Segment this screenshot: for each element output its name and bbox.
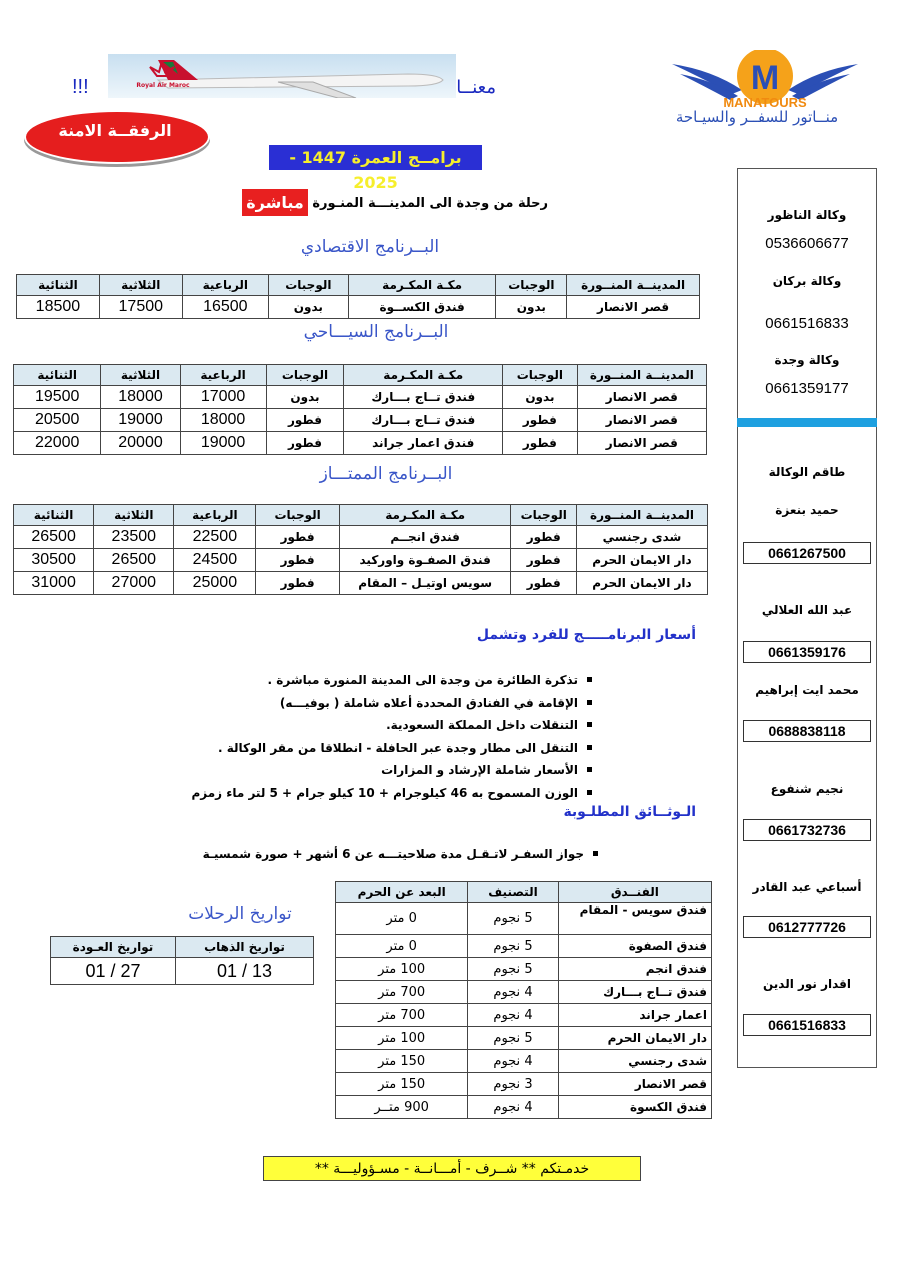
column-header: الثلاثية bbox=[99, 275, 182, 296]
table-row bbox=[14, 386, 707, 409]
includes-list bbox=[180, 669, 596, 805]
column-header: المدينــة المنــورة bbox=[576, 505, 707, 526]
program-title: برامــج العمرة 1447 - 2025 bbox=[269, 145, 482, 170]
list-item: التنقل الى مطار وجدة عبر الحافلة - انطلاقا من مقر الوكالة . bbox=[180, 737, 596, 760]
table-header-row bbox=[17, 275, 700, 296]
table-cell: شدى رجنسي bbox=[558, 1050, 711, 1073]
column-header: مكـة المكـرمة bbox=[344, 365, 503, 386]
staff-phone: 0688838118 bbox=[743, 720, 871, 742]
staff-phone: 0661732736 bbox=[743, 819, 871, 841]
table-cell: سويس اوتيـل – المقام bbox=[339, 572, 510, 595]
column-header: الوجبات bbox=[503, 365, 578, 386]
table-cell: اعمار جراند bbox=[558, 1004, 711, 1027]
footer-motto: خدمـتكم ** شــرف - أمـــانــة - مسـؤوليـــة ** bbox=[263, 1156, 641, 1181]
table-cell: 19000 bbox=[180, 432, 266, 455]
table-cell: 4 نجوم bbox=[468, 1050, 558, 1073]
staff-name: عبد الله العلالي bbox=[761, 603, 853, 617]
table-cell: 17500 bbox=[99, 296, 182, 319]
table-cell: دار الايمان الحرم bbox=[558, 1027, 711, 1050]
table-cell: 20000 bbox=[101, 432, 180, 455]
economy-price-table bbox=[16, 274, 700, 319]
list-item: الإقامة في الفنادق المحددة أعلاه شاملة ( بوفيـــه) bbox=[180, 692, 596, 715]
airline-name: Royal Air Maroc bbox=[136, 82, 190, 89]
table-cell: 19000 bbox=[101, 409, 180, 432]
table-cell: 900 متــر bbox=[336, 1096, 468, 1119]
table-cell: فندق انجم bbox=[558, 958, 711, 981]
list-item: تذكرة الطائرة من وجدة الى المدينة المنورة مباشرة . bbox=[180, 669, 596, 692]
documents-title: الـوثــائق المطلـوبة bbox=[563, 804, 696, 820]
column-header: الثلاثية bbox=[94, 505, 174, 526]
table-cell: 22000 bbox=[14, 432, 101, 455]
table-cell: 700 متر bbox=[336, 1004, 468, 1027]
staff-name: حميد بنعزة bbox=[775, 503, 839, 517]
table-row bbox=[14, 572, 708, 595]
table-cell: 13 / 01 bbox=[175, 958, 313, 985]
trip-dates-table bbox=[50, 936, 314, 985]
table-row bbox=[336, 1004, 712, 1027]
table-cell: 19500 bbox=[14, 386, 101, 409]
trip-dates-title: تواريخ الرحلات bbox=[188, 904, 292, 924]
with-us-text: معنــا bbox=[456, 77, 496, 98]
table-cell: فطور bbox=[256, 526, 340, 549]
table-cell: فطور bbox=[256, 572, 340, 595]
program-title-tourist: البــرنامج السيـــاحي bbox=[303, 322, 449, 342]
staff-name: أسباعي عبد القادر bbox=[752, 880, 862, 894]
column-header: المدينــة المنــورة bbox=[567, 275, 700, 296]
table-cell: فطور bbox=[503, 409, 578, 432]
program-title-premium: البــرنامج الممتـــاز bbox=[319, 464, 453, 484]
column-header: مكـة المكـرمة bbox=[339, 505, 510, 526]
list-item: جواز السفـر لاتـقـل مدة صلاحيتـــه عن 6 أشهر + صورة شمسيـة bbox=[170, 843, 602, 866]
includes-title: أسعار البرنامـــــج للفرد وتشمل bbox=[476, 627, 696, 643]
table-cell: دار الايمان الحرم bbox=[576, 549, 707, 572]
table-row bbox=[336, 1073, 712, 1096]
table-cell: 31000 bbox=[14, 572, 94, 595]
table-cell: 3 نجوم bbox=[468, 1073, 558, 1096]
table-cell: فطور bbox=[511, 549, 577, 572]
table-cell: فندق الكسوة bbox=[558, 1096, 711, 1119]
agency-name: وكالة وجدة bbox=[774, 353, 840, 367]
table-cell: 5 نجوم bbox=[468, 1027, 558, 1050]
table-cell: فطور bbox=[266, 432, 344, 455]
table-cell: 18000 bbox=[180, 409, 266, 432]
agency-phone: 0536606677 bbox=[765, 235, 849, 252]
agency-phone: 0661359177 bbox=[765, 380, 849, 397]
table-cell: 4 نجوم bbox=[468, 1004, 558, 1027]
table-cell: فطور bbox=[266, 409, 344, 432]
column-header: الثنائية bbox=[17, 275, 100, 296]
column-header: الرباعية bbox=[180, 365, 266, 386]
list-item: الوزن المسموح به 46 كيلوجرام + 10 كيلو جرام + 5 لتر ماء زمزم bbox=[180, 782, 596, 805]
column-header: التصنيف bbox=[468, 882, 558, 903]
table-cell: بدون bbox=[266, 386, 344, 409]
slogan-text: الرفقــة الامنة bbox=[58, 121, 172, 140]
table-cell: 4 نجوم bbox=[468, 1096, 558, 1119]
agency-name: وكالة بركان bbox=[772, 274, 842, 288]
sidebar-divider bbox=[737, 418, 877, 427]
column-header: المدينــة المنــورة bbox=[577, 365, 706, 386]
table-row bbox=[14, 526, 708, 549]
table-cell: بدون bbox=[268, 296, 348, 319]
table-cell: فطور bbox=[511, 572, 577, 595]
program-title-economy: البــرنامج الاقتصادي bbox=[300, 237, 440, 257]
table-cell: فندق سويس - المقام bbox=[558, 903, 711, 935]
trip-line: رحلة من وجدة الى المدينـــة المنـورة bbox=[312, 196, 548, 211]
table-cell: 150 متر bbox=[336, 1073, 468, 1096]
agency-name: وكالة الناظور bbox=[767, 208, 847, 222]
agency-phone: 0661516833 bbox=[765, 315, 849, 332]
table-cell: 27000 bbox=[94, 572, 174, 595]
column-header: الثنائية bbox=[14, 365, 101, 386]
column-header: البعد عن الحرم bbox=[336, 882, 468, 903]
column-header: الوجبات bbox=[511, 505, 577, 526]
column-header: الرباعية bbox=[182, 275, 268, 296]
table-cell: 5 نجوم bbox=[468, 958, 558, 981]
table-row bbox=[14, 549, 708, 572]
staff-phone: 0661267500 bbox=[743, 542, 871, 564]
table-cell: فندق اعمار جراند bbox=[344, 432, 503, 455]
column-header: الوجبات bbox=[268, 275, 348, 296]
table-cell: بدون bbox=[496, 296, 567, 319]
column-header: الوجبات bbox=[266, 365, 344, 386]
table-cell: فندق تــاج بـــارك bbox=[344, 409, 503, 432]
table-cell: 150 متر bbox=[336, 1050, 468, 1073]
column-header: الوجبات bbox=[256, 505, 340, 526]
premium-price-table bbox=[13, 504, 708, 595]
table-header-row bbox=[14, 505, 708, 526]
table-row bbox=[336, 958, 712, 981]
table-row bbox=[336, 1027, 712, 1050]
table-cell: 0 متر bbox=[336, 935, 468, 958]
table-cell: قصر الانصار bbox=[577, 432, 706, 455]
table-cell: 100 متر bbox=[336, 1027, 468, 1050]
table-cell: 22500 bbox=[174, 526, 256, 549]
table-cell: دار الايمان الحرم bbox=[576, 572, 707, 595]
table-cell: 0 متر bbox=[336, 903, 468, 935]
table-cell: بدون bbox=[503, 386, 578, 409]
brand-name: MANATOURS bbox=[723, 95, 807, 110]
column-header: تواريخ الذهاب bbox=[175, 937, 313, 958]
table-cell: 26500 bbox=[94, 549, 174, 572]
column-header: الثنائية bbox=[14, 505, 94, 526]
table-cell: قصر الانصار bbox=[558, 1073, 711, 1096]
table-cell: 100 متر bbox=[336, 958, 468, 981]
column-header: الرباعية bbox=[174, 505, 256, 526]
exclamation-text: !!! bbox=[72, 76, 89, 98]
direct-badge: مباشرة bbox=[242, 189, 308, 216]
table-cell: 27 / 01 bbox=[51, 958, 176, 985]
staff-name: نجيم شنفوع bbox=[770, 782, 844, 796]
table-cell: 5 نجوم bbox=[468, 935, 558, 958]
table-row bbox=[51, 958, 314, 985]
staff-phone: 0661359176 bbox=[743, 641, 871, 663]
table-row bbox=[336, 903, 712, 935]
list-item: التنقلات داخل المملكة السعودية. bbox=[180, 714, 596, 737]
table-row bbox=[336, 1096, 712, 1119]
table-cell: 25000 bbox=[174, 572, 256, 595]
table-cell: قصر الانصار bbox=[567, 296, 700, 319]
table-cell: فطور bbox=[256, 549, 340, 572]
table-cell: 16500 bbox=[182, 296, 268, 319]
brand-tagline: منــاتور للسفــر والسيـاحة bbox=[675, 108, 839, 126]
hotels-table bbox=[335, 881, 712, 1119]
table-cell: 23500 bbox=[94, 526, 174, 549]
column-header: مكـة المكـرمة bbox=[348, 275, 496, 296]
svg-text:M: M bbox=[750, 59, 780, 97]
table-cell: فندق الكســوة bbox=[348, 296, 496, 319]
column-header: تواريخ العـودة bbox=[51, 937, 176, 958]
table-cell: فندق الصفوة bbox=[558, 935, 711, 958]
table-header-row bbox=[51, 937, 314, 958]
list-item: الأسعار شاملة الإرشاد و المزارات bbox=[180, 759, 596, 782]
table-header-row bbox=[14, 365, 707, 386]
table-cell: 5 نجوم bbox=[468, 903, 558, 935]
table-cell: 18500 bbox=[17, 296, 100, 319]
column-header: الوجبات bbox=[496, 275, 567, 296]
table-row bbox=[17, 296, 700, 319]
staff-title: طاقم الوكالة bbox=[768, 465, 846, 479]
table-cell: فطور bbox=[503, 432, 578, 455]
column-header: الفنــدق bbox=[558, 882, 711, 903]
table-cell: 17000 bbox=[180, 386, 266, 409]
table-cell: فندق تــاج بـــارك bbox=[344, 386, 503, 409]
table-cell: فندق تــاج بـــارك bbox=[558, 981, 711, 1004]
staff-phone: 0612777726 bbox=[743, 916, 871, 938]
staff-name: اقدار نور الدين bbox=[762, 977, 852, 991]
table-row bbox=[14, 432, 707, 455]
star-icon bbox=[147, 60, 177, 78]
table-cell: 4 نجوم bbox=[468, 981, 558, 1004]
column-header: الثلاثية bbox=[101, 365, 180, 386]
documents-list bbox=[170, 843, 602, 866]
table-cell: 700 متر bbox=[336, 981, 468, 1004]
table-cell: 30500 bbox=[14, 549, 94, 572]
table-cell: قصر الانصار bbox=[577, 409, 706, 432]
staff-name: محمد ايت إبراهيم bbox=[755, 683, 859, 697]
table-cell: فندق الصفـوة واوركيد bbox=[339, 549, 510, 572]
staff-phone: 0661516833 bbox=[743, 1014, 871, 1036]
tourist-price-table bbox=[13, 364, 707, 455]
table-header-row bbox=[336, 882, 712, 903]
table-cell: فندق انجــم bbox=[339, 526, 510, 549]
table-cell: شدى رجنسي bbox=[576, 526, 707, 549]
table-row bbox=[336, 1050, 712, 1073]
table-cell: 24500 bbox=[174, 549, 256, 572]
table-cell: 20500 bbox=[14, 409, 101, 432]
table-row bbox=[336, 935, 712, 958]
table-cell: فطور bbox=[511, 526, 577, 549]
table-row bbox=[336, 981, 712, 1004]
table-cell: 18000 bbox=[101, 386, 180, 409]
table-cell: قصر الانصار bbox=[577, 386, 706, 409]
table-cell: 26500 bbox=[14, 526, 94, 549]
table-row bbox=[14, 409, 707, 432]
